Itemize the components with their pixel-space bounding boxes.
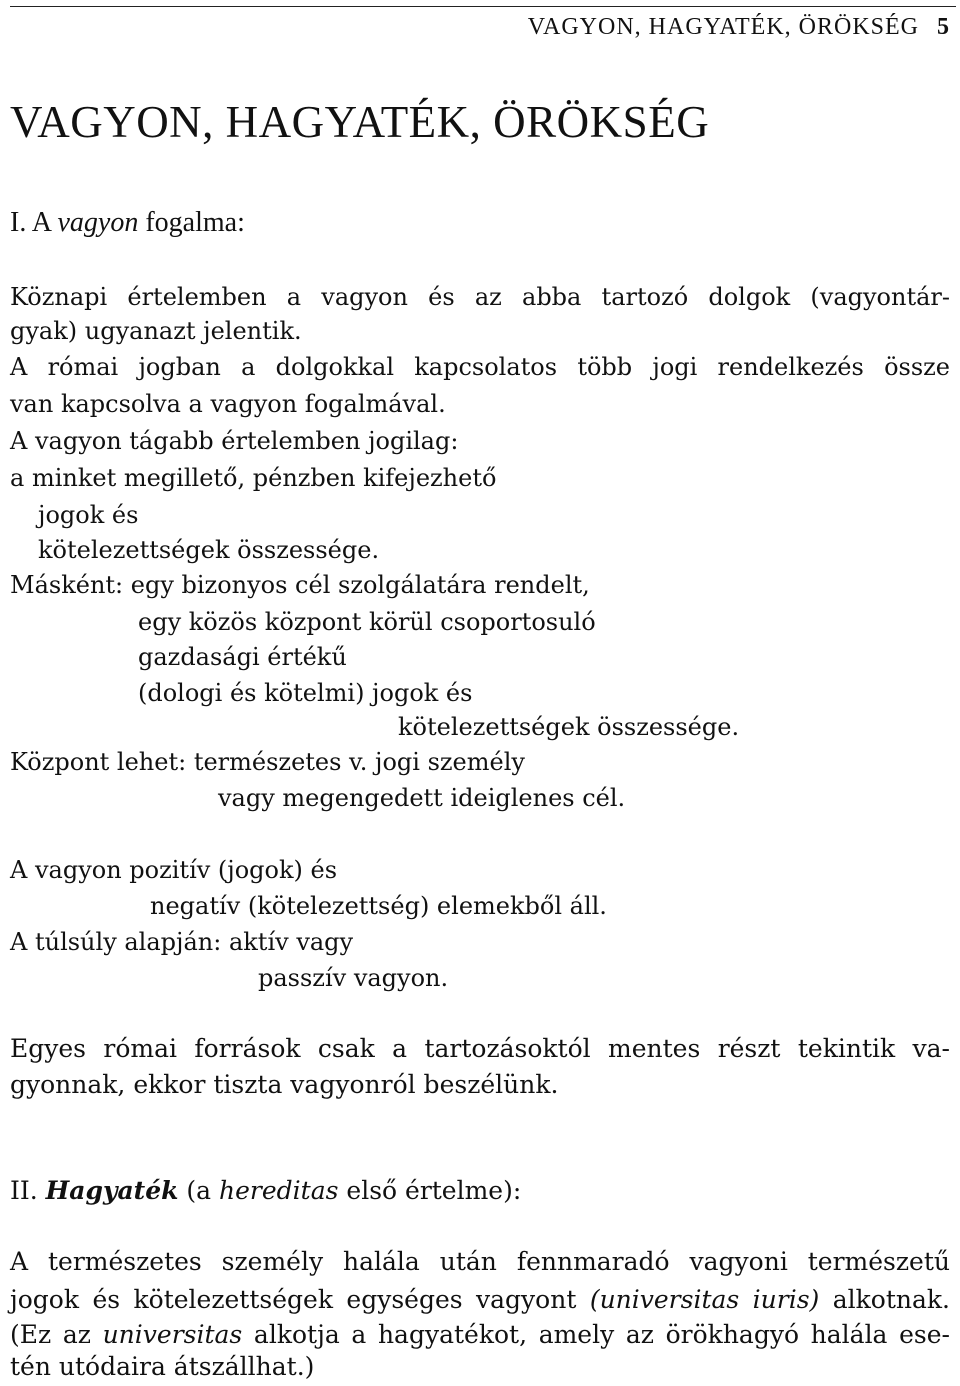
section-1-term: vagyon (57, 207, 139, 238)
alternative-line-1: Másként: egy bizonyos cél szolgálatára rendelt, (10, 571, 590, 599)
para-3-line-2 (10, 1283, 950, 1317)
section-1-number: I. A (10, 207, 58, 238)
para-1-line-1: Köznapi értelemben a vagyon és az abba tartozó dolgok (vagyontár- (10, 283, 950, 311)
section-2-term: Hagyaték (45, 1176, 179, 1205)
para-3-line-2-text-a: jogok és kötelezettségek egységes vagyont (10, 1285, 590, 1314)
page-title: VAGYON, HAGYATÉK, ÖRÖKSÉG (10, 97, 710, 147)
alternative-line-5: kötelezettségek összessége. (398, 713, 740, 741)
para-2-line-2: gyonnak, ekkor tiszta vagyonról beszélünk. (10, 1070, 559, 1099)
para-1-line-2: gyak) ugyanazt jelentik. (10, 317, 302, 345)
definition-line-3: jogok és (38, 501, 139, 529)
para-3-line-4: tén utódaira átszállhat.) (10, 1352, 315, 1381)
para-3-line-2-text-b: alkotnak. (819, 1285, 950, 1314)
center-line-1: Központ lehet: természetes v. jogi személy (10, 748, 525, 776)
alternative-line-2: egy közös központ körül csoportosuló (138, 608, 596, 636)
definition-line-1: A vagyon tágabb értelemben jogilag: (10, 427, 459, 455)
para-3-line-3-text-b: alkotja a hagyatékot, amely az örökhagyó halála ese- (242, 1320, 950, 1349)
running-title: VAGYON, HAGYATÉK, ÖRÖKSÉG (527, 14, 919, 40)
para-2-line-1: Egyes római források csak a tartozásoktól mentes részt tekintik va- (10, 1034, 950, 1063)
section-2-rest: első értelme): (338, 1176, 522, 1205)
elements-line-4: passzív vagyon. (258, 964, 449, 992)
para-3-line-3-text-a: (Ez az (10, 1320, 103, 1349)
elements-line-3: A túlsúly alapján: aktív vagy (10, 928, 354, 956)
center-line-2: vagy megengedett ideiglenes cél. (218, 784, 626, 812)
section-2-open: (a (178, 1176, 220, 1205)
para-3-latin-phrase: (universitas iuris) (589, 1285, 820, 1314)
header-rule (10, 6, 956, 7)
para-3-line-1: A természetes személy halála után fennmaradó vagyoni természetű (10, 1247, 950, 1276)
section-2-latin-term: hereditas (219, 1176, 339, 1205)
para-3-line-3 (10, 1318, 950, 1352)
definition-line-4: kötelezettségek összessége. (38, 536, 380, 564)
section-heading-2 (10, 1174, 521, 1208)
elements-line-1: A vagyon pozitív (jogok) és (10, 856, 338, 884)
section-1-rest: fogalma: (138, 207, 245, 238)
elements-line-2: negatív (kötelezettség) elemekből áll. (150, 892, 607, 920)
running-header (528, 14, 950, 41)
para-1-line-3: A római jogban a dolgokkal kapcsolatos több jogi rendelkezés össze (10, 353, 950, 381)
para-3-latin-word: universitas (102, 1320, 243, 1349)
para-1-line-4: van kapcsolva a vagyon fogalmával. (10, 390, 446, 418)
section-2-number: II. (10, 1176, 46, 1205)
alternative-line-4: (dologi és kötelmi) jogok és (138, 679, 473, 707)
page-number: 5 (937, 14, 950, 40)
definition-line-2: a minket megillető, pénzben kifejezhető (10, 464, 497, 492)
alternative-line-3: gazdasági értékű (138, 643, 347, 671)
section-heading-1 (10, 206, 245, 240)
